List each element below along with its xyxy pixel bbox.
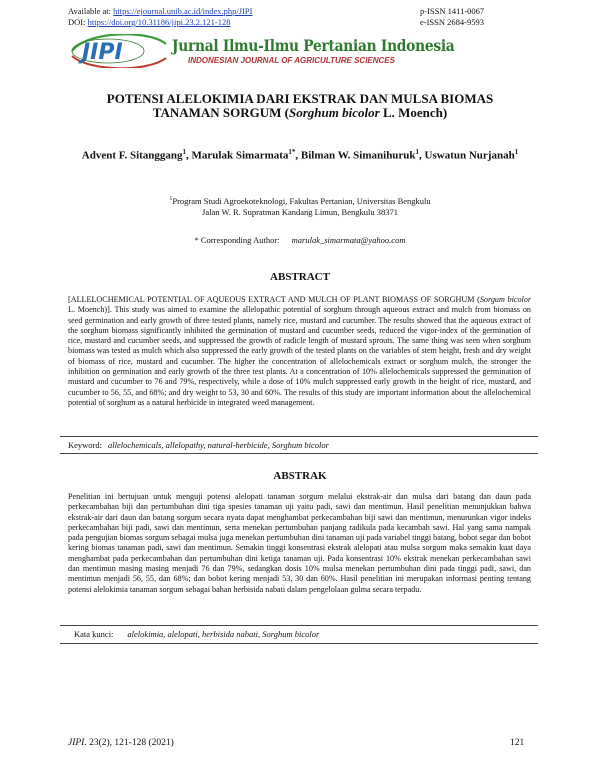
pissn: p-ISSN 1411-0067 (420, 6, 485, 16)
keyword-values: allelochemicals, allelopathy, natural-herbicide, Sorghum bicolor (108, 440, 329, 450)
author-4: Uswatun Nurjanah (424, 149, 515, 162)
affiliation (100, 194, 500, 218)
footer-citation (68, 738, 174, 748)
author-2-sup: 1* (288, 148, 296, 156)
author-1: Advent F. Sitanggang (81, 149, 183, 162)
footer-journal-abbr: JIPI. (68, 738, 87, 748)
abstrak-heading: ABSTRAK (273, 470, 327, 482)
corresponding-label: * Corresponding Author: (194, 235, 280, 245)
page-number: 121 (510, 738, 525, 748)
abstract-text-post: L. Moench)]. This study was aimed to examine the allelopathic potential of sorghum through aqueous extract and mulch from biomass on seed germination and early growth of three tested plants, namely rice, mustard and cucumber. The results showed that the aqueous extract of the sorghum biomass significantly inhibited the germination of mustard and cucumber seeds, reduced the vigor-index of the germination of rice, mustard and cucumber seeds, and suppressed the growth of radicle length of mustard sprouts. The same thing was seen when sorghum biomass was tested as mulch which also suppressed the early growth of the tested plants on the variables of stem height, fresh and dry weight of biomass of rice, mustard and cucumber. The higher the concentration of allelochemicals extract or sorghum mulch, the stronger the inhibition on germination and early growth of the three test plants. At a concentration of 10% allelochemicals suppressed the germination of mustard and cucumber to 76 and 79%, respectively, while a dose of 10% mulch suppressed early growth in the height of rice, mustard, and cucumber to 56, 55, and 68%; and dry weight to 53, 30 and 60%. The results of this study are important information about the allelochemical potential of sorghum as a natural herbicide in integrated weed management. (68, 305, 531, 407)
keyword-label: Keyword: (68, 440, 102, 450)
affiliation-line-1: Program Studi Agroekoteknologi, Fakultas Pertanian, Universitas Bengkulu (172, 195, 431, 206)
abstrak-text: Penelitian ini bertujuan untuk menguji potensi alelopati tanaman sorgum melalui ekstrak-air dan mulsa dari batang dan daun pada perkecambahan biji dan pertumbuhan dini tiga spesies tanaman uji yaitu padi, sawi dan mentimun. Hasil penelitian menunjukkan bahwa ekstrak-air dari daun dan batang sorgum secara nyata dapat menghambat perkecambahan biji sawi dan mentimun, menurunkan vigor indeks perkecambahan biji padi, sawi dan mentimun, serta menekan pertumbuhan panjang radikula pada kecambah sawi. Hal yang sama nampak pada pengujian biomas sorgum sebagai mulsa juga menekan pertumbuhan dini tanaman uji pada variabel tinggi batang, bobot segar dan bobot kering biomas tanaman padi, sawi dan mentimun. Semakin tinggi konsentrasi ekstrak alelopati atau mulsa sorgum maka semakin kuat daya menghambat pada perkecambahan dan pertumbuhan dini ketiga tanaman uji. Pada konsentrasi 10% ekstrak menekan perkecambahan sawi dan mentimun masing masing menjadi 76 dan 79%, sedangkan dosis 10% mulsa menekan pertumbuhan dini pada tinggi padi, sawi, dan mentimun menjadi 56, 55, dan 68%; dan bobot kering menjadi 53, 30 dan 60%. Hasil penelitian ini merupakan informasi penting tentang potensi alelokimia tanaman sorgum sebagai bahan herbisida nabati dalam pengelolaan gulma secara terpadu. (68, 492, 531, 594)
svg-text:JIPI: JIPI (82, 40, 123, 65)
abstract-species: Sorgum bicolor (479, 295, 531, 304)
journal-name: Jurnal Ilmu-Ilmu Pertanian Indonesia (172, 36, 455, 55)
footer-volume: 23(2), 121-128 (2021) (86, 738, 174, 748)
available-label: Available at: (68, 6, 112, 16)
abstract-heading: ABSTRACT (270, 271, 330, 283)
jipi-logo-icon (68, 34, 170, 68)
kata-kunci-values: alelokimia, alelopati, herbisida nabati, Sorghum bicolor (127, 629, 320, 639)
divider-top (60, 436, 538, 437)
divider-abstrak-top (60, 625, 538, 626)
affiliation-sup: 1 (169, 196, 173, 202)
abstrak-body (68, 492, 531, 595)
affiliation-line-2: Jalan W. R. Supratman Kandang Limun, Bengkulu 38371 (202, 206, 398, 217)
article-title (60, 92, 540, 120)
corresponding-email[interactable]: marulak_simarmata@yahoo.com (291, 235, 406, 245)
divider-bottom (60, 453, 538, 454)
title-line-2-suffix: L. Moench) (379, 105, 448, 120)
title-line-1: POTENSI ALELOKIMIA DARI EKSTRAK DAN MULSA BIOMAS (106, 91, 494, 106)
journal-url-link[interactable]: https://ejournal.unib.ac.id/index.php/JIPI (113, 6, 253, 16)
author-4-sup: 1 (514, 148, 519, 156)
author-2: Marulak Simarmata (191, 149, 289, 162)
eissn: e-ISSN 2684-9593 (420, 17, 484, 27)
author-1-sup: 1 (182, 148, 187, 156)
author-list: Advent F. Sitanggang$^1$, Marulak Simarmata$^{1*}$, Bilman W. Simanihuruk$^1$, Uswatun Nurjanah$^1$ (81, 148, 519, 162)
abstract-body (68, 295, 531, 408)
author-3-sup: 1 (415, 148, 420, 156)
author-3: Bilman W. Simanihuruk (300, 149, 416, 162)
doi-line (68, 17, 230, 28)
journal-subtitle: INDONESIAN JOURNAL OF AGRICULTURE SCIENCES (188, 56, 395, 65)
doi-label: DOI: (68, 17, 86, 27)
divider-abstrak-bottom (60, 643, 538, 644)
corresponding-author (100, 235, 500, 245)
title-line-2-prefix: TANAMAN SORGUM ( (152, 105, 290, 120)
kata-kunci-label: Kata kunci: (74, 629, 114, 639)
doi-link[interactable]: https://doi.org/10.31186/jipi.23.2.121-128 (87, 17, 231, 27)
keywords-en (68, 440, 329, 450)
title-species: Sorghum bicolor (289, 105, 380, 120)
abstract-text-pre: [ALLELOCHEMICAL POTENTIAL OF AQUEOUS EXTRACT AND MULCH OF PLANT BIOMASS OF SORGHUM ( (68, 295, 480, 304)
available-at-line (68, 6, 252, 17)
title-line-2 (60, 106, 540, 120)
keywords-id (74, 629, 319, 639)
